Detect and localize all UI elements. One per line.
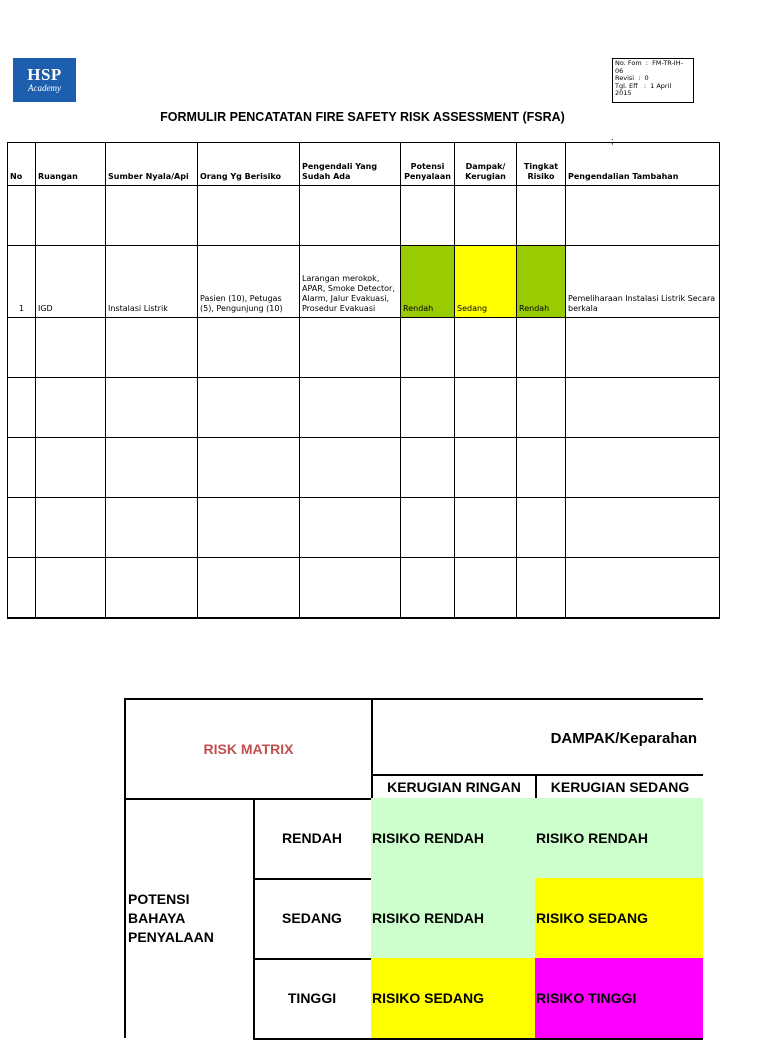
cell-sumber bbox=[106, 438, 198, 498]
risk-cell-rendah-ringan: RISIKO RENDAH bbox=[371, 798, 537, 880]
column-kerugian-sedang: KERUGIAN SEDANG bbox=[535, 774, 703, 800]
cell-pengendali bbox=[300, 438, 401, 498]
level-sedang: SEDANG bbox=[253, 878, 373, 960]
cell-dampak bbox=[455, 498, 517, 558]
cell-sumber bbox=[106, 558, 198, 619]
cell-dampak bbox=[455, 378, 517, 438]
effective-date-year: 2015 bbox=[615, 90, 632, 98]
header-ruangan: Ruangan bbox=[36, 143, 106, 186]
row-group-potensi: POTENSI BAHAYA PENYALAAN bbox=[124, 798, 255, 1038]
level-rendah: RENDAH bbox=[253, 798, 373, 880]
risk-cell-tinggi-ringan: RISIKO SEDANG bbox=[371, 958, 537, 1040]
revision-line: Revisi : 0 bbox=[615, 75, 649, 83]
cell-ruangan bbox=[36, 318, 106, 378]
table-header-row bbox=[8, 143, 720, 186]
table-row bbox=[8, 246, 720, 318]
cell-tingkat bbox=[517, 498, 566, 558]
cell-pengendalian bbox=[566, 438, 720, 498]
cell-ruangan bbox=[36, 498, 106, 558]
header-pengendali-ada: Pengendali Yang Sudah Ada bbox=[300, 143, 401, 186]
cell-orang bbox=[198, 378, 300, 438]
header-no: No bbox=[8, 143, 36, 186]
cell-ruangan bbox=[36, 438, 106, 498]
cell-orang bbox=[198, 558, 300, 619]
level-tinggi: TINGGI bbox=[253, 958, 373, 1040]
cell-tingkat bbox=[517, 558, 566, 619]
cell-pengendalian: Pemeliharaan Instalasi Listrik Secara berkala bbox=[566, 246, 720, 318]
cell-ruangan: IGD bbox=[36, 246, 106, 318]
cell-no bbox=[8, 318, 36, 378]
cell-ruangan bbox=[36, 378, 106, 438]
cell-sumber bbox=[106, 318, 198, 378]
cell-sumber: Instalasi Listrik bbox=[106, 246, 198, 318]
cell-no bbox=[8, 498, 36, 558]
cell-pengendali bbox=[300, 378, 401, 438]
cell-pengendali bbox=[300, 498, 401, 558]
hsp-academy-logo bbox=[13, 58, 76, 102]
cell-dampak bbox=[455, 438, 517, 498]
cell-tingkat bbox=[517, 438, 566, 498]
cell-potensi bbox=[401, 498, 455, 558]
cell-orang bbox=[198, 498, 300, 558]
risk-matrix bbox=[124, 698, 703, 1038]
table-row bbox=[8, 318, 720, 378]
cell-potensi bbox=[401, 558, 455, 619]
stray-mark: ; bbox=[611, 136, 614, 146]
cell-pengendalian bbox=[566, 498, 720, 558]
cell-dampak bbox=[455, 558, 517, 619]
document-title: FORMULIR PENCATATAN FIRE SAFETY RISK ASSESSMENT (FSRA) bbox=[160, 110, 565, 124]
risk-cell-rendah-sedang: RISIKO RENDAH bbox=[535, 798, 703, 880]
header-potensi: Potensi Penyalaan bbox=[401, 143, 455, 186]
header-sumber-nyala: Sumber Nyala/Api bbox=[106, 143, 198, 186]
cell-orang bbox=[198, 438, 300, 498]
cell-potensi bbox=[401, 378, 455, 438]
cell-no bbox=[8, 438, 36, 498]
cell-potensi bbox=[401, 318, 455, 378]
cell-pengendali: Larangan merokok, APAR, Smoke Detector, Alarm, Jalur Evakuasi, Prosedur Evakuasi bbox=[300, 246, 401, 318]
cell-pengendalian bbox=[566, 378, 720, 438]
table-row bbox=[8, 378, 720, 438]
header-orang-berisiko: Orang Yg Berisiko bbox=[198, 143, 300, 186]
cell-orang: Pasien (10), Petugas (5), Pengunjung (10) bbox=[198, 246, 300, 318]
form-info-box bbox=[612, 58, 694, 103]
table-row bbox=[8, 498, 720, 558]
cell-tingkat: Rendah bbox=[517, 246, 566, 318]
cell-no: 1 bbox=[8, 246, 36, 318]
logo-brand: HSP bbox=[27, 65, 62, 84]
cell-potensi bbox=[401, 438, 455, 498]
cell-no bbox=[8, 378, 36, 438]
fsra-table bbox=[7, 142, 720, 619]
form-number-cont: 06 bbox=[615, 67, 624, 75]
cell-potensi: Rendah bbox=[401, 246, 455, 318]
risk-matrix-title: RISK MATRIX bbox=[124, 698, 373, 800]
cell-tingkat bbox=[517, 378, 566, 438]
risk-cell-sedang-sedang: RISIKO SEDANG bbox=[535, 878, 703, 960]
risk-cell-tinggi-sedang: RISIKO TINGGI bbox=[535, 958, 703, 1040]
cell-dampak: Sedang bbox=[455, 246, 517, 318]
cell-orang bbox=[198, 318, 300, 378]
dampak-header: DAMPAK/Keparahan bbox=[371, 698, 703, 776]
cell-dampak bbox=[455, 318, 517, 378]
cell-sumber bbox=[106, 498, 198, 558]
header-tingkat: Tingkat Risiko bbox=[517, 143, 566, 186]
form-number-line: No. Fom : FM-TR-IH- bbox=[615, 60, 683, 67]
cell-pengendalian bbox=[566, 318, 720, 378]
column-kerugian-ringan: KERUGIAN RINGAN bbox=[371, 774, 537, 800]
logo-subtitle: Academy bbox=[28, 83, 61, 93]
header-dampak: Dampak/ Kerugian bbox=[455, 143, 517, 186]
table-row bbox=[8, 438, 720, 498]
cell-no bbox=[8, 558, 36, 619]
table-row bbox=[8, 558, 720, 619]
risk-cell-sedang-ringan: RISIKO RENDAH bbox=[371, 878, 537, 960]
cell-pengendali bbox=[300, 318, 401, 378]
header-pengendalian-tambahan: Pengendalian Tambahan bbox=[566, 143, 720, 186]
cell-pengendalian bbox=[566, 558, 720, 619]
cell-sumber bbox=[106, 378, 198, 438]
header-separator bbox=[8, 186, 720, 246]
cell-ruangan bbox=[36, 558, 106, 619]
cell-pengendali bbox=[300, 558, 401, 619]
effective-date-line: Tgl. Eff : 1 April bbox=[615, 82, 672, 90]
cell-tingkat bbox=[517, 318, 566, 378]
